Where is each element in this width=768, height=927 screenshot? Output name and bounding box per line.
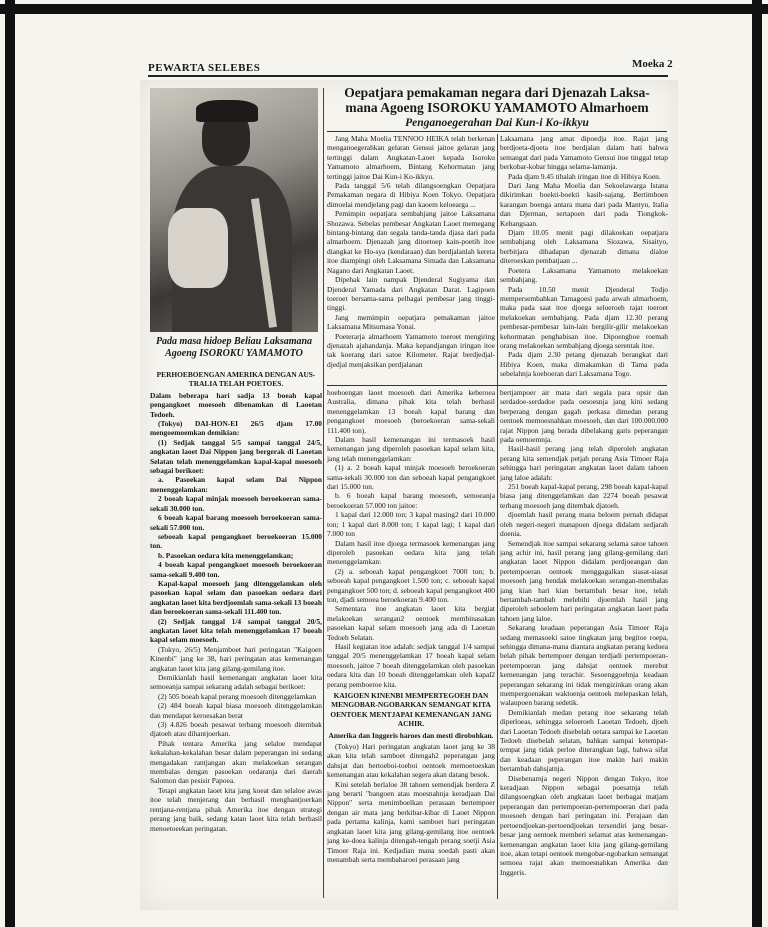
headline-kaigoen: KAIGOEN KINENBI MEMPERTEGOEH DAN MENGOBAR-NGOBARKAN SEMANGAT KITA OENTOEK MENTJAPAI KEMENANGAN JANG ACHIR. bbox=[330, 691, 492, 729]
paragraph: Demikianlah hasil kemenangan angkatan laoet kita semoeanja sampai sekarang adalah sebagai berikoet: bbox=[150, 673, 322, 692]
paragraph: Pada tanggal 5/6 telah dilangsoengkan Oepatjara Pemakaman negara di Hibiya Koen Tokyo. Oepatjara dimoelai mendjelang pagi dan kaoem keloearga ... bbox=[327, 181, 495, 209]
cap-shape bbox=[196, 100, 258, 122]
column-article-2 bbox=[500, 134, 668, 384]
title-line-1: Oepatjara pemakaman negara dari Djenazah Laksa- bbox=[344, 85, 650, 100]
column-divider-1 bbox=[323, 88, 324, 898]
column-divider-2 bbox=[497, 134, 498, 899]
paragraph: bertjampoer air mata dari segala para opsir dan serdadoe-serdadoe pada oesoesnja jang kini sedang berperang dengan gagah perkasa dimedan perang oentoek memoesnahkan moesoeh, dan dari 100.000.000 rajat Nippon jang berada dibelakang garis peperangan pada oemoemnja. bbox=[500, 388, 668, 445]
paragraph: Pihak tentara Amerika jang selaloe mendapat kekalahan-kekalahan besar dalam peperangan ini sedang mengadakan rantjangan akan melakoekan serangan membalas dengan pasoekan oedaranja dari daerah Salomon dan pesisir Papoea. bbox=[150, 738, 322, 786]
article-title bbox=[327, 86, 667, 116]
paragraph: (1) Sedjak tanggal 5/5 sampai tanggal 24/5, angkatan laoet Dai Nippon jang bergerak di Laoetan Selatan telah menenggelamkan kapal-kapal moesoeh sebagai berikoet: bbox=[150, 437, 322, 476]
paragraph: Hasil-hasil perang jang telah diperoleh angkatan perang kita semendjak petjah perang Asia Timoer Raja sehingga hari peringatan angkatan laoet dalam tahoen jang laloe adalah: bbox=[500, 444, 668, 482]
paragraph: (Tokyo, 26/5) Menjamboet hari peringatan "Kaigoen Kinenbi" jang ke 38, hari peringatan atas kemenangan angkatan laoet kita jang gilang-gemilang itoe. bbox=[150, 644, 322, 673]
paragraph: Kini setelah berlaloe 38 tahoen semendjak berdera Z jang berarti "bangoen atau moesnahnja keradjaan Dai Nippon" serta menimboelkan perasaan bertempoer dengan air mata jang berkibar-kibar di Laoet Nippon pada pertama kalinja, kami samboet hari peringatan angkatan laoet kita jang gilang-gemilang itoe oentoek jang ke-doea kalinja ditengah-tengah perang soetji Asia Timoer Raja ini. Kedjadian mana soedah pasti akan menambah serta membaharoei perasaan jang bbox=[327, 779, 495, 864]
scan-border-top bbox=[0, 4, 768, 14]
title-line-2: mana Agoeng ISOROKU YAMAMOTO Almarhoem bbox=[345, 99, 649, 115]
paragraph: (Tokyo) DAI-HON-EI 26/5 djam 17.00 mengoemoemkan demikian: bbox=[150, 419, 322, 438]
paragraph: (2) a. seboeah kapal pengangkoet 7000 ton; b. seboeah kapal pengangkoet 1.500 ton; c. seboeah kapal pengangkoet 500 ton; d. seboeah kapal pengangkoet 400 ton, djadi semoea beroekoeran 9.400 ton. bbox=[327, 566, 495, 604]
paragraph: Jang Maha Moelia TENNOO HEIKA telah berkenan menganoegerahkan gelaran Gensui jaitoe gelaran jang tertinggi dalam Angkatan-Laoet kepada Isoroku Yamamoto almarhoem, Bintang Kehormatan jang tertinggi jaitoe Dai Kun-i Ko-ikkyu. bbox=[327, 134, 495, 181]
paragraph: (Tokyo) Hari peringatan angkatan laoet jang ke 38 akan kita telah samboet ditengah2 peperangan jang dahsjat dan bertoeboi-toeboi oentoek memoetoeskan kemenangan atau kekalahan segera akan datang besok. bbox=[327, 742, 495, 780]
paragraph: Poeterarja almarhoem Yamamoto toeroet mengiring djenazah ajahandanja. Maka kepandjangan iringan itoe tak koerang dari satoe Kilometer. Rajat berdjedjal-djedjal menjaksikan perdjalanan bbox=[327, 331, 495, 369]
paragraph: Semendjak itoe sampai sekarang selama satoe tahoen jang achir ini, hasil perang jang gilang-gemilang dari angkatan laoet Nippon didalam perdjoeangan dan pertempoeran oentoek menggagalkan siasat-siasat moesoeh jang hendak melakoekan serangan-membalas jang kian hari kian bertambah besar itoe, telah bertambah-tambah melebihi djoemlah hasil jang diperoleh seboelem hari peringatan angkatan laoet pada tahoen jang laloe. bbox=[500, 538, 668, 623]
headline-australia: PERHOEBOENGAN AMERIKA DENGAN AUS-TRALIA TELAH POETOES. bbox=[156, 370, 316, 389]
paragraph: Dari Jang Maha Moelia dan Sekoelawarga Istana dikirimkan boekti-boekti kasih-sajang. Bertimboen karangan boenga antara mana dari pada Mantyu, Italia dan Djerman, sertapoen dari pada Tiongkok-Kebangsaan. bbox=[500, 181, 668, 228]
paragraph: Demikianlah medan perang itoe sekarang telah diperloeas, sehingga seloeroeh Laoetan Tedoeh, djoeh dari Laoetan Tedoeh disebelah oetara sampai ke Laoetan Tedoeh disebelah selatan, bahkan sampai ketempat-tempat jang tidak perloe diterangkan lagi, bahwa sifat dan keadaan peperangan itoe makin hari makin bertambah dahsjatnja. bbox=[500, 707, 668, 774]
page-number: Moeka 2 bbox=[632, 58, 673, 70]
paragraph: Dipehak lain nampak Djenderal Sugiyama dan Djenderal Yamada dari Angkatan Darat. Lagipoen toeroet bersama-sama pelbagai pembesar jang tinggi-tinggi. bbox=[327, 275, 495, 313]
paragraph: Tetapi angkatan laoet kita jang koeat dan selaloe awas itoe telah menjerang dan berhasil menghantjoerkan rentjana-rentjana pihak Amerika itoe dengan strategi perang jang baik, sedang katan laoet kita telah berhasil menoetoeekan peringatan. bbox=[150, 785, 322, 833]
paragraph: Dalam hasil itoe djoega termasoek kemenangan jang diperoleh pasoekan oedara kita jang telah menenggelamkan: bbox=[327, 538, 495, 567]
paragraph: (3) 4.826 boeah pesawat terbang moesoeh ditembak djatoeh atau dihantjoerkan. bbox=[150, 720, 322, 739]
paragraph: Dalam beberapa hari sadja 13 boeah kapal pengangkoet moesoeh dibenamkan di Laoetan Tedoeh. bbox=[150, 390, 322, 419]
caption-line-2: Agoeng ISOROKU YAMAMOTO bbox=[165, 347, 303, 359]
column-lower-1 bbox=[327, 388, 495, 903]
paragraph: Sekarang keadaan peperangan Asia Timoer Raja sedang memasoeki satoe tingkatan jang begitoe roepa, sehingga dimana-mana diantara angkatan perang kedoea belah pihak bertempoer dengan terdjadi pertempoeran-pertempoeran jang dahsjat oentoek merebut kemenangan jang terachir. Sesoenggoehnja keadaan peperangan sekarang ini tidak mengizinkan orang akan mempergoenakan waktoenja oentoek melepaskan lelah, walaupoen barang sedetik. bbox=[500, 623, 668, 708]
paragraph: Pada djam 9.45 tibalah iringan itoe di Hibiya Koen. bbox=[508, 171, 661, 181]
paragraph: seboeah kapal pengangkoet beroekoeran 15.000 ton. bbox=[150, 531, 322, 551]
paragraph: hoeboengan laoet moesoeh dari Amerika keberoea Australia, dimana pihak kita telah berhasil menenggelamkan 13 boeah kapal barang dan pengangkoet moesoeh (beroekoeran sama-sekali 111.400 ton). bbox=[327, 388, 495, 435]
photo-caption bbox=[150, 336, 318, 359]
paragraph: Sementara itoe angkatan laoet kita bergiat melakoekan serangan2 oentoek membinasakan pasoekan kapal selam moesoeh jang ada di Laoetan Tedoeh Selatan. bbox=[327, 604, 495, 642]
paragraph: (2) Sedjak tanggal 1/4 sampai tanggal 20/5, angkatan laoet kita telah menenggelamkan 17 boeah kapal selam moesoeh. bbox=[150, 616, 322, 645]
column-article-1 bbox=[327, 134, 495, 384]
paragraph: 251 boeah kapal-kapal perang, 298 boeah kapal-kapal biasa jang ditenggelamkan dan 2274 boeah pesawat terbang moesoeh jang ditembak djatoeh. bbox=[500, 482, 668, 510]
paragraph: (1) a. 2 boeah kapal minjak moesoeh beroekoeran sama-sekali 30.000 ton dan seboeah kapal pengangkoet dari 15.000 ton. bbox=[327, 463, 495, 492]
paragraph: (2) 484 boeah kapal biasa moesoeh ditenggelamkan dan mendapat keroesakan berat bbox=[150, 701, 322, 720]
glove-shape bbox=[168, 208, 228, 288]
paragraph: Hasil kegiatan itoe adalah: sedjak tanggal 1/4 sampai tanggal 20/5 menenggelamkan 17 boeah kapal selam moesoeh, jaitoe 7 boeah ditenggelamkan oleh pasoekan oedara kita dan 10 boeah ditenggelamkan oleh kapal2 perang pemboeroe kita. bbox=[327, 641, 495, 689]
paragraph: Pemimpin oepatjara sembahjang jaitoe Laksamana Shozawa. Sebelas pembesar Angkatan Laoet memegang bintang-bintang dan segala tanda-tanda djasa dari pada almarhoem. Djenazah jang ditoetoep kain-poetih itoe diangkat ke Ho-sya (kendaraan) dan berdjalanlah kereta itoe diampingi oleh Laksamana Simada dan Laksamana Nagano dari Angkatan Laoet. bbox=[327, 209, 495, 275]
paragraph: 6 boeah kapal barang moesoeh beroekoeran sama-sekali 57.000 ton. bbox=[150, 513, 322, 532]
paragraph: Laksamana jang amat dipoedja itoe. Rajat jang berdjoeta-djoeta itoe berdjalan dalam hati bahwa semangat dari pada Yamamoto Gensui itoe tinggal tetap berkobar-kobar hingga selama-lamanja. bbox=[500, 134, 668, 172]
paragraph: 2 boeah kapal minjak moesoeh beroekoeran sama-sekali 30.000 ton. bbox=[150, 494, 322, 513]
paragraph: Poetera Laksamana Yamamoto melakoekan sembahjang. bbox=[500, 265, 668, 285]
paragraph: Dalam hasil kemenangan ini termasoek hasil kemenangan jang diperoleh pasoekan kapal selam kita, jang telah menenggelamkan: bbox=[327, 435, 495, 463]
paragraph: b. Pasoekan oedara kita menenggelamkan; bbox=[158, 550, 294, 560]
article-subtitle: Penganoegerahan Dai Kun-i Ko-ikkyu bbox=[405, 117, 589, 129]
paragraph: (2) 505 boeah kapal perang moesoeh ditenggelamkan bbox=[158, 691, 317, 701]
newspaper-name: PEWARTA SELEBES bbox=[148, 62, 261, 74]
column-left bbox=[150, 368, 322, 903]
column-lower-2 bbox=[500, 388, 668, 903]
header-rule bbox=[148, 75, 668, 77]
scan-border-right bbox=[752, 0, 762, 927]
paragraph: Jang memimpin oepatjara pemakaman jaitoe Laksamana Mitsumasa Yonai. bbox=[327, 312, 495, 332]
scan-border-left bbox=[5, 0, 15, 927]
paragraph: djoemlah hasil perang mana beloem pernah didapat oleh negeri-negeri manapoen djoega didalam sedjarah doenia. bbox=[500, 510, 668, 539]
title-rule bbox=[327, 131, 667, 132]
paragraph: Pada djam 2.30 petang djenazah berangkat dari Hibiya Koen, maka dimakamkan di Tama pada sebelahnja koeboeran dari Laksamana Togo. bbox=[500, 350, 668, 379]
paragraph: 1 kapal dari 12.000 ton; 3 kapal masing2 dari 10.000 ton; 1 kapal dari 8.000 ton; 1 kapal lagi; 1 kapal dari 7.000 ton bbox=[327, 510, 495, 539]
subheadline: Amerika dan Inggeris haroes dan mesti dirobohkan. bbox=[328, 730, 494, 740]
portrait-photo bbox=[150, 88, 318, 332]
paragraph: b. 6 boeah kapal barang moesoeh, semoeanja beroekoeran 57.000 ton jaitoe: bbox=[327, 491, 495, 510]
section-divider bbox=[327, 385, 667, 386]
paragraph: Kapal-kapal moesoeh jang ditenggelamkan oleh pasoekan kapal selam dan pasoekan oedara dari angkatan laoet kita berdjoemlah sama-sekali 13 boeah dan beroekoeran sama-sekali 111.400 ton. bbox=[150, 578, 322, 617]
paragraph: 4 boeah kapal pengangkoet moesoeh beroekoeran sama-sekali 9.400 ton. bbox=[150, 560, 322, 579]
paragraph: a. Pasoekan kapal selam Dai Nippon menenggelamkan: bbox=[150, 475, 322, 494]
paragraph: Disebenarnja negeri Nippon dengan Tokyo, itoe keradjaan Nippon sebagai poesatnja telah dilangsoengkan oleh angkatan laoet berbagai matjam peperangan dan pertempoeran-pertempoeran dari pada moesoeh dengan hari peringatan ini. Perajaan dan pertoendjoekan-pertoendjoekan tersendiri jang besar-besar jang oentoek memberi selamat atas kemenangan-kemenangan angkatan laoet kita jang gilang-gemilang itoe, akan tetapi oentoek mengobar-ngobarkan semangat semoea rajat akan memoesnahkan Amerika dan Inggeris. bbox=[500, 773, 668, 877]
caption-line-1: Pada masa hidoep Beliau Laksamana bbox=[155, 336, 313, 347]
paragraph: Pada 10.50 menit Djenderal Todjo mempersembahkan Tamagoesi pada arwah almarhoem, maka pada saat itoe djoega seloeroeh rajat toeroet melakoekan sembahjang. Pada djam 12.30 perang pembesar-pembesar lain-lain bergilir-gilir melakoekan kehormatan penghabisan itoe. Dipoenghoe roemah orang melakoekan sembahjang djoega serentak itoe. bbox=[500, 284, 668, 350]
paragraph: Djam 10.05 menit pagi dilakoekan oepatjara sembahjang oleh Laksamana Siozawa, Sisaityo, berbitjara dihadapan djenazah dimana dialoe diteroeskan pembatjaan ... bbox=[500, 228, 668, 266]
